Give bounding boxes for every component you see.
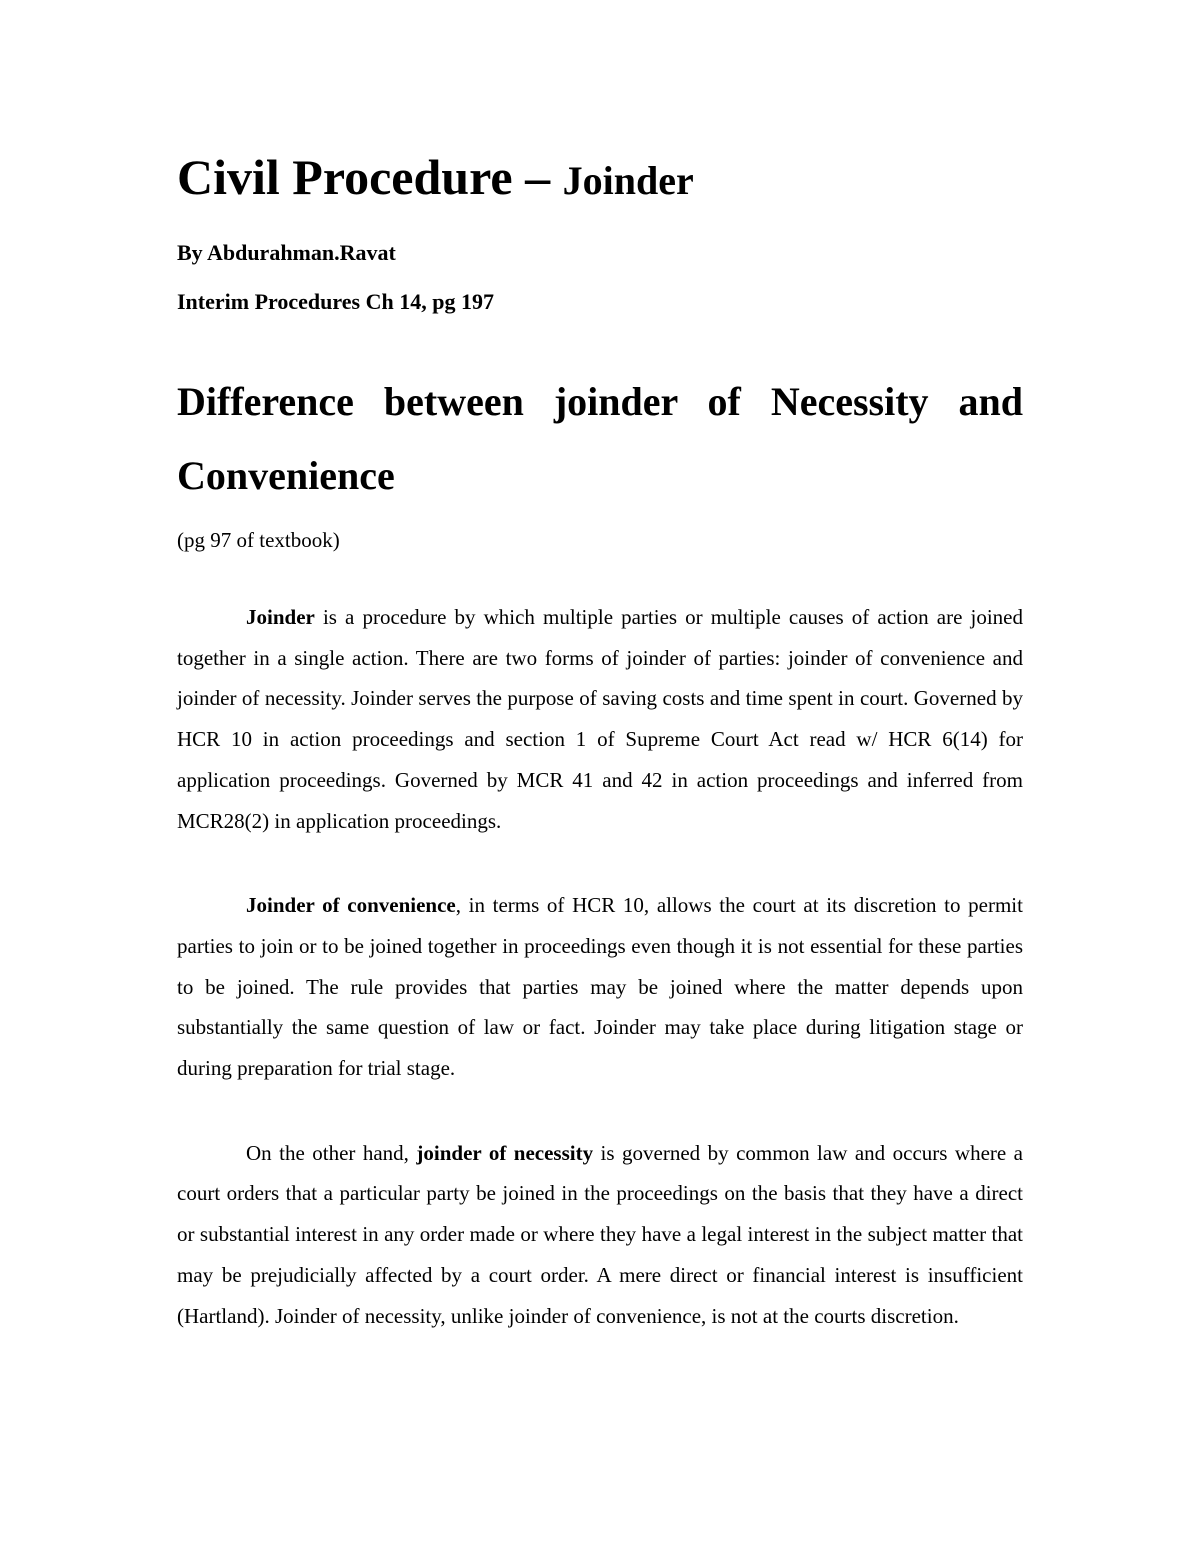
title-main: Civil Procedure: [177, 149, 513, 205]
document-content: [177, 140, 1023, 1336]
chapter-reference: Interim Procedures Ch 14, pg 197: [177, 289, 494, 314]
title-sub: Joinder: [562, 158, 694, 203]
paragraph-joinder-of-necessity: [177, 1133, 1023, 1337]
paragraph-joinder-of-convenience: [177, 885, 1023, 1089]
document-title: [177, 140, 1023, 220]
paragraph-body: , in terms of HCR 10, allows the court at its discretion to permit parties to join or to be joined together in proceedings even though it is not essential for these parties to be joined. The rule provides that parties may be joined where the matter depends upon substantially the same question of law or fact. Joinder may take place during litigation stage or during preparation for trial stage.: [177, 893, 1023, 1081]
paragraph-body: is governed by common law and occurs where a court orders that a particular party be joined in the proceedings on the basis that they have a direct or substantial interest in any order made or where they have a legal interest in the subject matter that may be prejudicially affected by a court order. A mere direct or financial interest is insufficient (Hartland). Joinder of necessity, unlike joinder of convenience, is not at the courts discretion.: [177, 1140, 1023, 1328]
textbook-note: (pg 97 of textbook): [177, 528, 340, 552]
section-heading: Difference between joinder of Necessity and Convenience: [177, 379, 1023, 498]
paragraph-body: is a procedure by which multiple parties or multiple causes of action are joined together in a single action. There are two forms of joinder of parties: joinder of convenience and joinder of necessity. Joinder serves the purpose of saving costs and time spent in court. Governed by HCR 10 in action proceedings and section 1 of Supreme Court Act read w/ HCR 6(14) for application proceedings. Governed by MCR 41 and 42 in action proceedings and inferred from MCR28(2) in application proceedings.: [177, 605, 1023, 833]
paragraph-joinder: [177, 597, 1023, 841]
paragraph-lead-term: joinder of necessity: [416, 1140, 594, 1165]
paragraph-lead-term: Joinder: [246, 605, 315, 629]
paragraph-lead-term: Joinder of convenience: [246, 893, 456, 918]
title-dash: –: [512, 149, 563, 205]
paragraph-prefix: On the other hand,: [246, 1140, 417, 1165]
author-byline: By Abdurahman.Ravat: [177, 240, 396, 265]
